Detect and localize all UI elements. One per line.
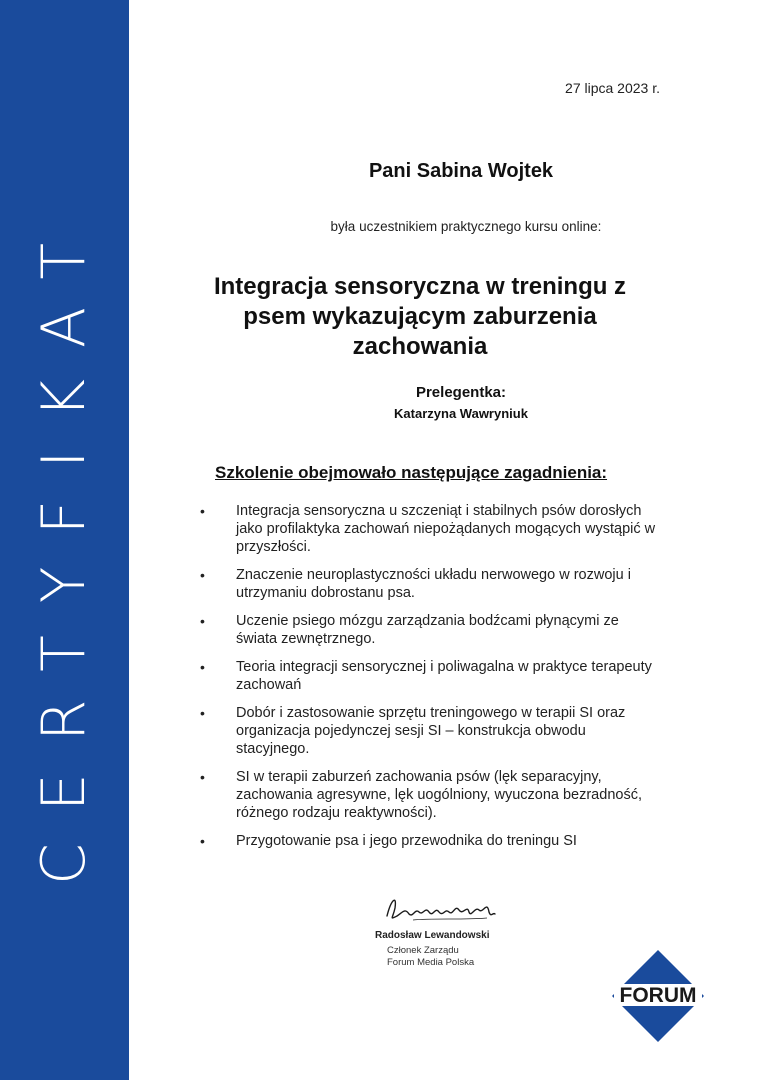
forum-logo-icon <box>610 948 706 1044</box>
bullet: • <box>200 833 205 849</box>
list-item <box>200 566 660 602</box>
intro-text: była uczestnikiem praktycznego kursu online: <box>330 219 602 234</box>
list-item <box>200 612 660 648</box>
speaker-name: Katarzyna Wawryniuk <box>394 406 528 421</box>
topic-text: Znaczenie neuroplastyczności układu nerwowego w rozwoju i utrzymaniu dobrostanu psa. <box>236 567 631 601</box>
certificate-vertical-title: CERTYFIKAT <box>29 211 99 885</box>
topic-text: Teoria integracji sensorycznej i poliwagalna w praktyce terapeuty zachowań <box>236 659 652 693</box>
bullet: • <box>200 503 205 519</box>
bullet: • <box>200 659 205 675</box>
list-item <box>200 658 660 694</box>
topic-text: Uczenie psiego mózgu zarządzania bodźcami płynącymi ze świata zewnętrznego. <box>236 613 619 647</box>
bullet: • <box>200 567 205 583</box>
bullet: • <box>200 705 205 721</box>
signer-role-line1: Członek Zarządu <box>387 945 459 956</box>
topic-text: Dobór i zastosowanie sprzętu treningowego w terapii SI oraz organizacja pojedynczej sesji SI – konstrukcja obwodu stacyjnego. <box>236 705 626 757</box>
speaker-label: Prelegentka: <box>415 384 507 401</box>
forum-logo <box>610 948 706 1044</box>
handwritten-signature <box>383 890 503 926</box>
list-item <box>200 502 660 556</box>
signer-name: Radosław Lewandowski <box>375 930 490 941</box>
topics-list <box>200 502 660 860</box>
recipient-name: Pani Sabina Wojtek <box>368 160 554 182</box>
list-item <box>200 768 660 822</box>
signer-role <box>387 945 535 969</box>
sidebar-band <box>0 0 129 1080</box>
bullet: • <box>200 769 205 785</box>
topic-text: Integracja sensoryczna u szczeniąt i stabilnych psów dorosłych jako profilaktyka zachowań niepożądanych mogących wystąpić w przyszłości. <box>236 503 656 555</box>
list-item <box>200 704 660 758</box>
forum-logo-text: FORUM <box>619 984 697 1007</box>
topic-text: Przygotowanie psa i jego przewodnika do treningu SI <box>236 833 577 849</box>
signature-block <box>375 890 535 969</box>
issue-date: 27 lipca 2023 r. <box>565 80 660 96</box>
signer-role-line2: Forum Media Polska <box>387 957 475 968</box>
topic-text: SI w terapii zaburzeń zachowania psów (lęk separacyjny, zachowania agresywne, lęk uogólniony, wyuczona bezradność, różnego rodzaju reaktywności). <box>236 769 642 821</box>
bullet: • <box>200 613 205 629</box>
list-item <box>200 832 660 850</box>
topics-heading: Szkolenie obejmowało następujące zagadnienia: <box>215 463 608 482</box>
course-title: Integracja sensoryczna w treningu z psem wykazującym zaburzenia zachowania <box>213 273 627 360</box>
